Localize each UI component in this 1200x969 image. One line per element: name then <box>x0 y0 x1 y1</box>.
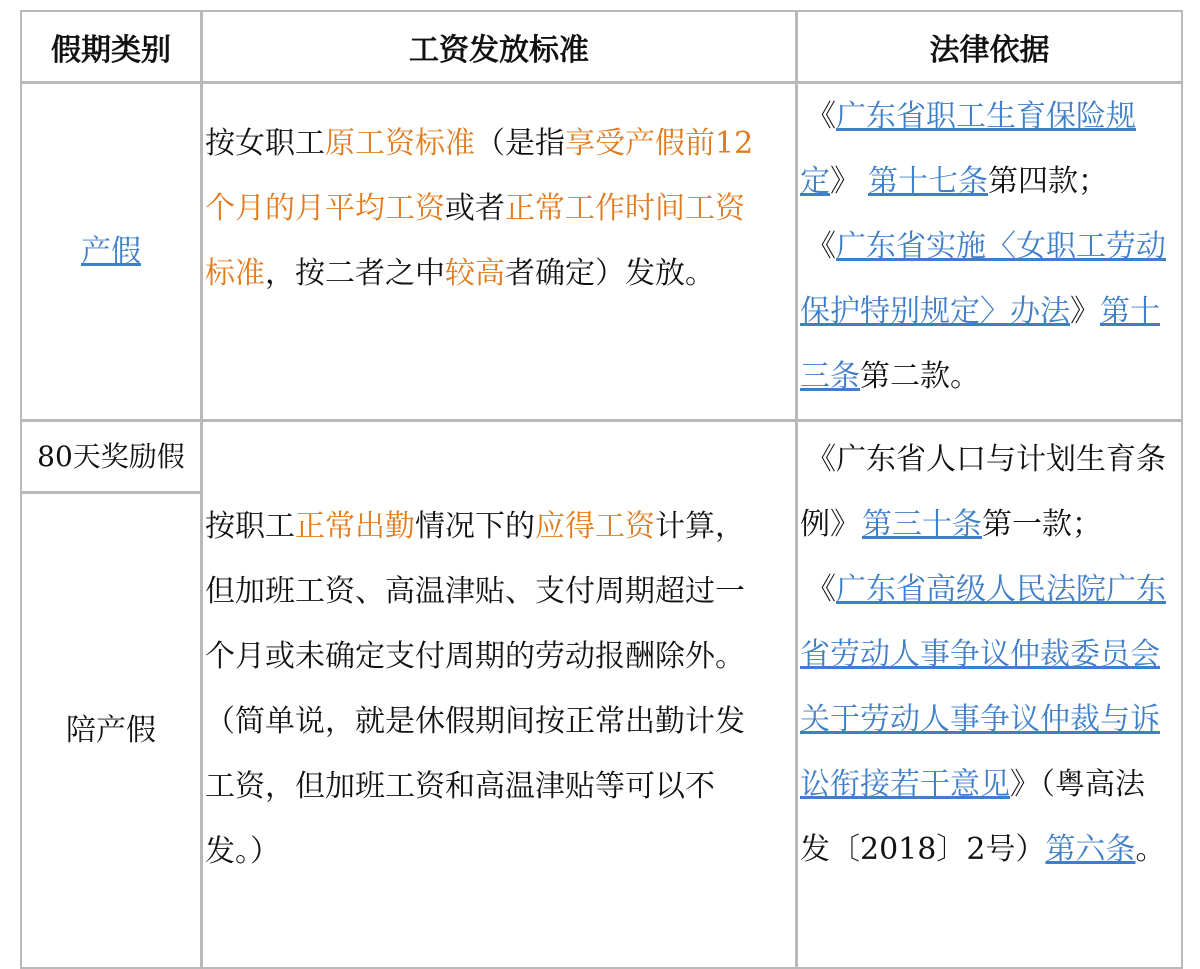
category-cell-reward-leave: 80天奖励假 <box>20 420 202 493</box>
highlight-original-wage: 原工资标准 <box>325 126 475 161</box>
basis-text: 《 <box>806 229 836 264</box>
basis-text: 《 <box>806 99 836 134</box>
basis-text: 》（粤高法发〔2018〕2号） <box>800 767 1145 867</box>
highlight-higher: 较高 <box>445 256 505 291</box>
basis-text: 第一款； <box>982 507 1102 542</box>
maternity-leave-link[interactable]: 产假 <box>81 234 141 269</box>
standard-text: 情况下的 <box>415 509 535 544</box>
article-link-30[interactable]: 第三十条 <box>862 507 982 542</box>
highlight-normal-wage: 正常工作时间工资标准 <box>205 191 745 291</box>
header-standard: 工资发放标准 <box>201 10 797 83</box>
highlight-average-wage: 享受产假前12个月的月平均工资 <box>205 126 754 226</box>
standard-text: 按职工 <box>205 509 295 544</box>
article-link-6[interactable]: 第六条 <box>1045 832 1136 867</box>
category-cell-paternity: 陪产假 <box>20 492 202 969</box>
article-link-17[interactable]: 第十七条 <box>868 164 988 199</box>
standard-text: 按女职工 <box>205 126 325 161</box>
regulation-link-court-opinion[interactable]: 广东省高级人民法院广东省劳动人事争议仲裁委员会关于劳动人事争议仲裁与诉讼衔接若干意见 <box>800 572 1166 802</box>
standard-text: （是指 <box>475 126 565 161</box>
basis-text: 。 <box>1135 832 1166 867</box>
category-cell-maternity <box>20 82 202 421</box>
header-category: 假期类别 <box>20 10 202 83</box>
basis-text: 第二款。 <box>860 359 980 394</box>
highlight-normal-attendance: 正常出勤 <box>295 509 415 544</box>
standard-text: 者确定）发放。 <box>505 256 715 291</box>
basis-text: 《广东省人口与计划生育条例》 <box>800 442 1166 542</box>
basis-text: 《 <box>806 572 836 607</box>
basis-text: 第四款； <box>988 164 1108 199</box>
regulation-link-maternity-insurance[interactable]: 广东省职工生育保险规定 <box>800 99 1136 199</box>
header-basis: 法律依据 <box>796 10 1183 83</box>
basis-cell-paternity <box>796 420 1183 969</box>
standard-text: 或者 <box>445 191 505 226</box>
highlight-due-wage: 应得工资 <box>535 509 655 544</box>
standard-text: ，按二者之中 <box>265 256 445 291</box>
article-link-13[interactable]: 第十三条 <box>800 294 1160 394</box>
standard-cell-paternity <box>201 420 797 969</box>
standard-cell-maternity <box>201 82 797 421</box>
standard-text: 计算，但加班工资、高温津贴、支付周期超过一个月或未确定支付周期的劳动报酬除外。（简单说，就是休假期间按正常出勤计发工资，但加班工资和高温津贴等可以不发。） <box>205 509 745 869</box>
basis-text: 》 <box>830 164 860 199</box>
regulation-link-female-protection[interactable]: 广东省实施〈女职工劳动保护特别规定〉办法 <box>800 229 1166 329</box>
basis-cell-maternity <box>796 82 1183 421</box>
basis-text: 》 <box>1070 294 1100 329</box>
